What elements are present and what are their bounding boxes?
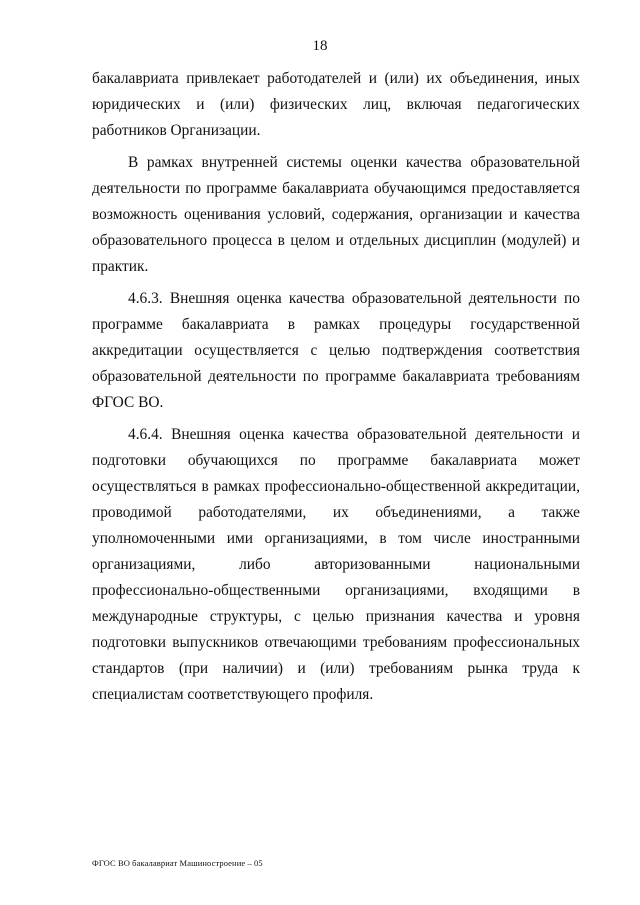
page-number: 18 (312, 38, 328, 54)
page-footer: ФГОС ВО бакалавриат Машиностроение – 05 (92, 858, 263, 868)
body-text (92, 66, 580, 708)
paragraph-continuation: бакалавриата привлекает работодателей и (или) их объединения, иных юридических и (или) физических лиц, включая педагогических работников Организации. (92, 70, 580, 139)
paragraph-4-6-3: 4.6.3. Внешняя оценка качества образовательной деятельности по программе бакалавриата в рамках процедуры государственной аккредитации осуществляется с целью подтверждения соответствия образовательной деятельности по программе бакалавриата требованиям ФГОС ВО. (92, 290, 580, 411)
paragraph-4-6-4: 4.6.4. Внешняя оценка качества образовательной деятельности и подготовки обучающихся по программе бакалавриата может осуществляться в рамках профессионально-общественной аккредитации, проводимой работодателями, их объединениями, а также уполномоченными ими организациями, в том числе иностранными организациями, либо авторизованными национальными профессионально-общественными организациями, входящими в международные структуры, с целью признания качества и уровня подготовки выпускников отвечающими требованиям профессиональных стандартов (при наличии) и (или) требованиям рынка труда к специалистам соответствующего профиля. (92, 426, 580, 703)
paragraph-internal-assessment: В рамках внутренней системы оценки качества образовательной деятельности по программе бакалавриата обучающимся предоставляется возможность оценивания условий, содержания, организации и качества образовательного процесса в целом и отдельных дисциплин (модулей) и практик. (92, 154, 580, 275)
